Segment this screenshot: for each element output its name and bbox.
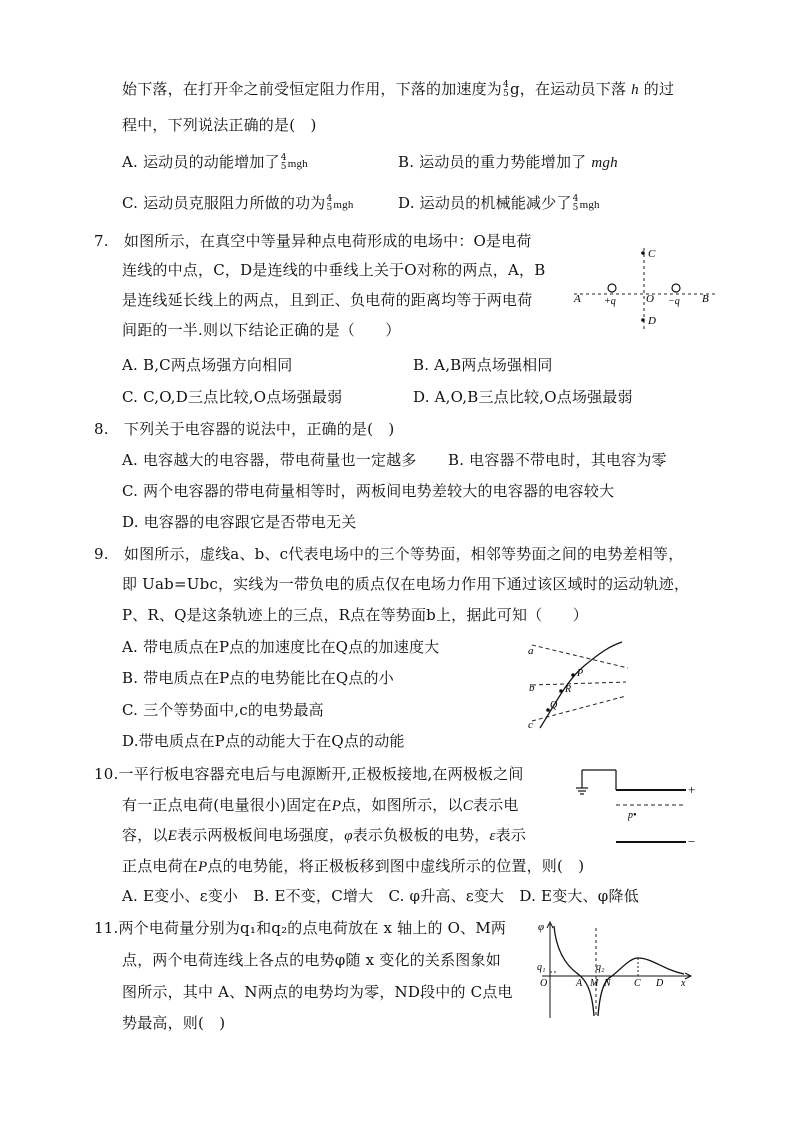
q8-line1: 8. 下列关于电容器的说法中，正确的是( ) <box>94 420 395 438</box>
label-p: p• <box>628 810 637 821</box>
label-minus-q: −q <box>668 296 680 307</box>
q11-line4: 势最高，则( ) <box>122 1014 226 1032</box>
q11-line1: 11.两个电荷量分别为q₁和q₂的点电荷放在 x 轴上的 O、M两 <box>94 919 507 937</box>
label-r: R <box>565 684 572 695</box>
q7-line2: 连线的中点，C，D是连线的中垂线上关于O对称的两点，A，B <box>122 261 546 279</box>
label-a: A <box>574 293 581 305</box>
q10-line4: 正点电荷在P点的电势能，将正极板移到图中虚线所示的位置，则( ) <box>122 857 585 875</box>
label-plus: + <box>688 782 696 797</box>
label-o: O <box>646 293 654 305</box>
q6-option-d: D. 运动员的机械能减少了 4 5 mgh <box>398 194 600 213</box>
q8-option-a: A. 电容越大的电容器，带电荷量也一定越多 <box>122 451 417 469</box>
label-a: A <box>576 978 583 989</box>
fraction: 4 5 <box>503 80 509 99</box>
label-c: c <box>528 719 533 731</box>
q7-option-c: C. C,O,D三点比较,O点场强最弱 <box>122 388 343 406</box>
label-d: D <box>656 978 664 989</box>
label-x: x <box>681 978 686 989</box>
label-phi: φ <box>538 921 545 933</box>
q7-line3: 是连线延长线上的两点，且到正、负电荷的距离均等于两电荷 <box>122 291 533 309</box>
label-p: P <box>577 668 584 679</box>
q11-line2: 点，两个电荷连线上各点的电势φ随 x 变化的关系图象如 <box>122 951 501 969</box>
q10-line3: 容，以E表示两极板间电场强度，φ表示负极板的电势，ε表示 <box>122 826 527 844</box>
q7-option-d: D. A,O,B三点比较,O点场强最弱 <box>413 388 633 406</box>
q8-option-c: C. 两个电容器的带电荷量相等时，两板间电势差较大的电容器的电容较大 <box>122 482 615 500</box>
q7-dipole-figure <box>566 240 726 340</box>
label-o: O <box>540 978 548 989</box>
q9-line1: 9. 如图所示，虚线a、b、c代表电场中的三个等势面，相邻等势面之间的电势差相等， <box>94 545 684 563</box>
q6-option-b: B. 运动员的重力势能增加了 mgh <box>398 153 618 171</box>
q11-potential-graph <box>534 918 696 1024</box>
q8-option-d: D. 电容器的电容跟它是否带电无关 <box>122 513 357 531</box>
q10-options: A. E变小、ε变小 B. E不变，C增大 C. φ升高、ε变大 D. E变大、φ降低 <box>122 887 639 905</box>
label-a: a <box>528 645 534 657</box>
q10-capacitor-figure <box>572 764 702 854</box>
q6-option-a: A. 运动员的动能增加了 4 5 mgh <box>122 153 308 172</box>
q10-line2: 有一正点电荷(电量很小)固定在P点，如图所示，以C表示电 <box>122 796 519 814</box>
q9-line2: 即 Uab=Ubc，实线为一带负电的质点仅在电场力作用下通过该区域时的运动轨迹， <box>122 575 690 593</box>
q9-option-c: C. 三个等势面中,c的电势最高 <box>122 701 324 719</box>
q6-option-c: C. 运动员克服阻力所做的功为 4 5 mgh <box>122 194 354 213</box>
q6-line2: 程中，下列说法正确的是( ) <box>122 116 317 134</box>
label-m: M <box>590 978 599 989</box>
q9-equipotential-figure <box>522 636 634 732</box>
label-d: D <box>648 315 656 327</box>
label-n: N <box>604 978 611 989</box>
label-c: C <box>634 978 641 989</box>
q11-line3: 图所示，其中 A、N两点的电势均为零，ND段中的 C点电 <box>122 983 513 1001</box>
q9-option-a: A. 带电质点在P点的加速度比在Q点的加速度大 <box>122 638 440 656</box>
q7-option-a: A. B,C两点场强方向相同 <box>122 356 293 374</box>
q9-option-b: B. 带电质点在P点的电势能比在Q点的小 <box>122 669 394 687</box>
label-b: b <box>529 682 535 694</box>
q8-option-b: B. 电容器不带电时，其电容为零 <box>448 451 667 469</box>
q7-line4: 间距的一半.则以下结论正确的是（ ） <box>122 321 401 339</box>
q7-option-b: B. A,B两点场强相同 <box>413 356 553 374</box>
label-c: C <box>648 248 656 260</box>
q9-line3: P、R、Q是这条轨迹上的三点，R点在等势面b上，据此可知（ ） <box>122 606 588 624</box>
label-plus-q: +q <box>604 296 616 307</box>
label-b: B <box>702 293 709 305</box>
q10-line1: 10.一平行板电容器充电后与电源断开,正极板接地,在两极板之间 <box>94 765 524 783</box>
q9-option-d: D.带电质点在P点的动能大于在Q点的动能 <box>122 732 405 750</box>
label-minus: − <box>688 834 696 849</box>
label-q1: q₁ <box>537 962 546 973</box>
q7-line1: 7. 如图所示，在真空中等量异种点电荷形成的电场中：O是电荷 <box>94 232 532 250</box>
q6-line1: 始下落，在打开伞之前受恒定阻力作用，下落的加速度为 4 5 g，在运动员下落 h 的过 <box>122 80 675 99</box>
label-q2: q₂ <box>596 962 605 973</box>
label-q: Q <box>550 700 558 711</box>
